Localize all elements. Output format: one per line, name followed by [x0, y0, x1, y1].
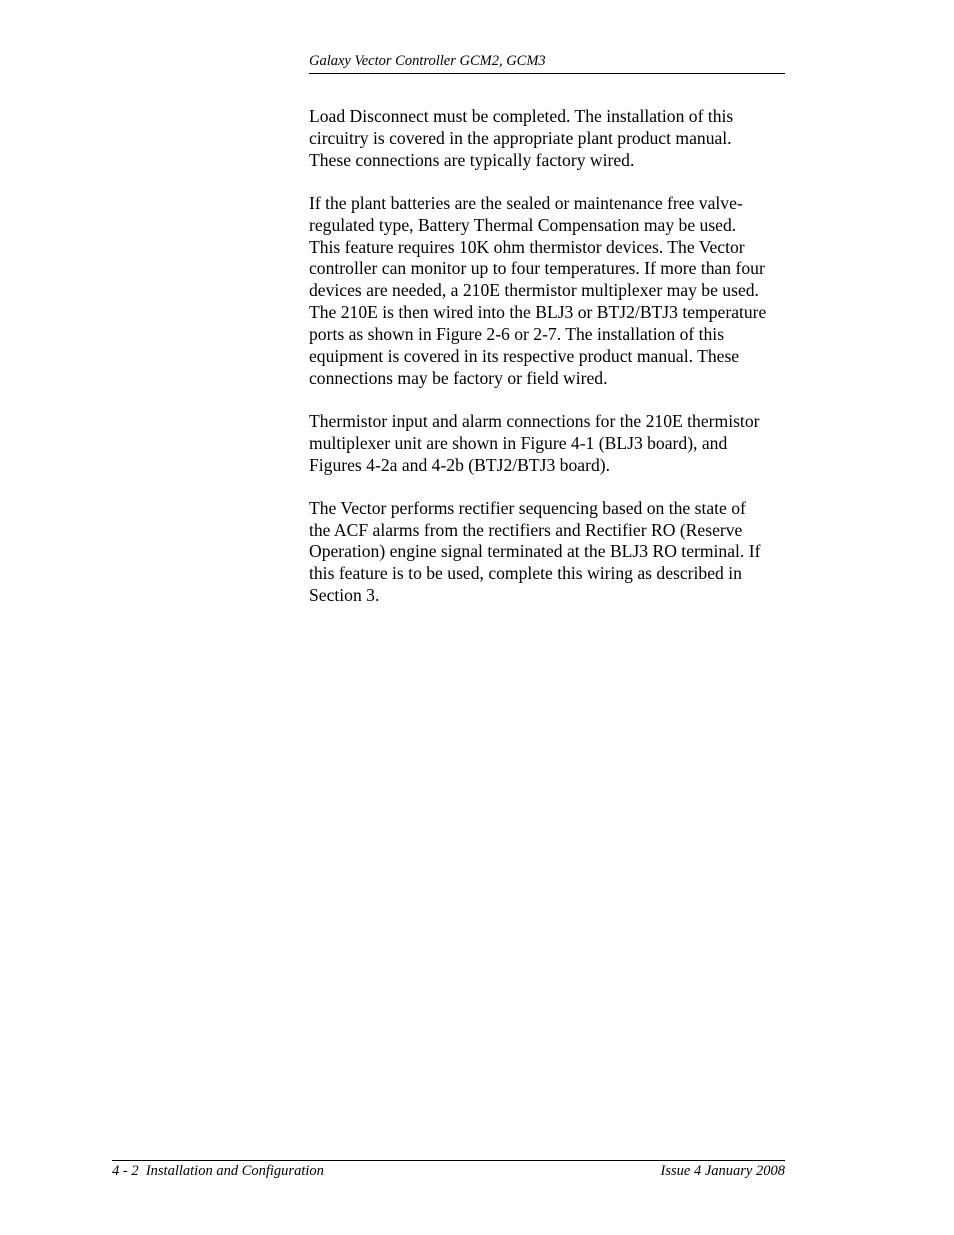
page-footer — [112, 1160, 785, 1185]
paragraph-thermistor-connections: Thermistor input and alarm connections for the 210E thermistor multiplexer unit are shown in Figure 4-1 (BLJ3 board), and Figures 4-2a and 4-2b (BTJ2/BTJ3 board). — [309, 410, 760, 475]
page-header — [309, 52, 785, 74]
body-text — [309, 106, 789, 628]
footer-issue-date: Issue 4 January 2008 — [660, 1163, 785, 1179]
paragraph-load-disconnect: Load Disconnect must be completed. The installation of this circuitry is covered in the appropriate plant product manual. These connections are typically factory wired. — [309, 106, 734, 170]
paragraph-rectifier-sequencing: The Vector performs rectifier sequencing based on the state of the ACF alarms from the rectifiers and Rectifier RO (Reserve Operation) engine signal terminated at the BLJ3 RO terminal. If this feature is to be used, complete this wiring as described in Section 3. — [309, 497, 761, 606]
paragraph-battery-thermal-compensation: If the plant batteries are the sealed or maintenance free valve- regulated type, Battery Thermal Compensation may be used. This feature requires 10K ohm thermistor devices. The Vector controller can monitor up to four temperatures. If more than four devices are needed, a 210E thermistor multiplexer may be used. The 210E is then wired into the BLJ3 or BTJ2/BTJ3 temperature ports as shown in Figure 2-6 or 2-7. The installation of this equipment is covered in its respective product manual. These connections may be factory or field wired. — [309, 192, 767, 388]
footer-page-section: 4 - 2 Installation and Configuration — [112, 1163, 324, 1179]
running-header-title: Galaxy Vector Controller GCM2, GCM3 — [309, 53, 546, 69]
